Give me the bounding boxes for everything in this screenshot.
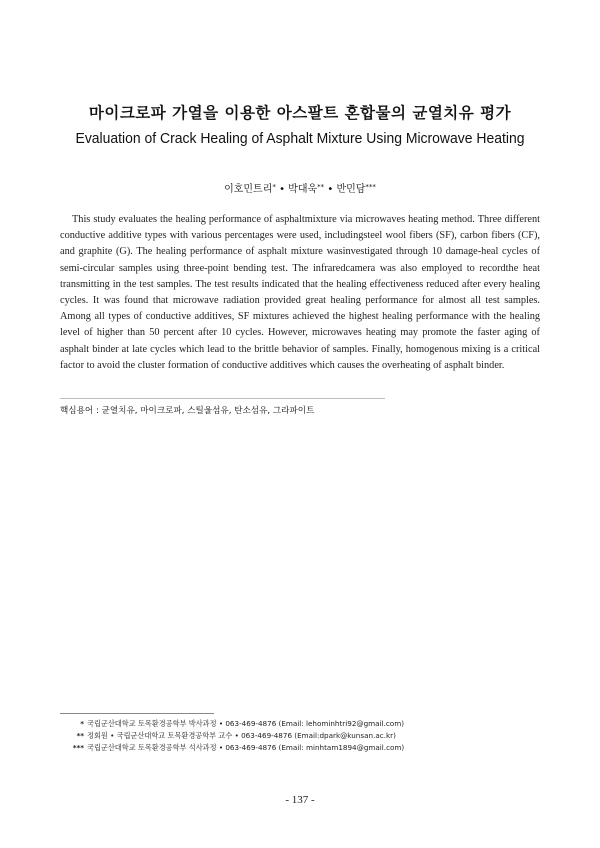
footnote-text: 국립군산대학교 토목환경공학부 석사과정 • 063-469-4876 (Email: minhtam1894@gmail.com) [87,743,405,753]
footnote-mark: * [80,719,84,728]
korean-title: 마이크로파 가열을 이용한 아스팔트 혼합물의 균열치유 평가 [88,104,512,122]
author-3-mark: *** [365,183,376,191]
author-2-mark: ** [317,183,325,191]
footnotes [60,718,404,755]
keywords-text: 균열치유, 마이크로파, 스틸울섬유, 탄소섬유, 그라파이트 [101,406,315,416]
author-3-name: 반민담 [336,184,366,195]
footnote-divider [60,713,214,714]
keywords-label: 핵심용어 : [60,406,99,416]
abstract-paragraph: This study evaluates the healing performance of asphaltmixture via microwaves heating method. Three different conductive additive types with various percentages were used, includingsteel wool fibers (SF), carbon fibers (CF), and graphite (G). The healing performance of asphalt mixture wasinvestigated through 10 damage-heal cycles of semi-circular samples using three-point bending test. The infraredcamera was also employed to recordthe heat transmitting in the test samples. The test results indicated that the healing effectiveness reduced after every healing cycles. It was found that microwave radiation provided great healing performance for almost all test samples. Among all types of conductive additives, SF mixtures achieved the highest healing performance with the healing level of higher than 50 percent after 10 cycles. However, microwaves heating may promote the faster aging of asphalt binder at late cycles which lead to the brittle behavior of samples. Finally, homogenous mixing is a critical factor to avoid the cluster formation of conductive additives which causes the overheating of asphalt binder. [60,214,540,371]
footnote-text: 정회원 • 국립군산대학교 토목환경공학부 교수 • 063-469-4876 (Email:dpark@kunsan.ac.kr) [87,731,396,741]
keyword-divider [60,398,385,399]
footnote-text: 국립군산대학교 토목환경공학부 박사과정 • 063-469-4876 (Email: lehominhtri92@gmail.com) [87,719,404,728]
footnote-item [60,730,404,742]
page-number: - 137 - [285,794,315,806]
author-separator: • [327,184,334,195]
author-1-name: 이호민트리 [224,184,273,195]
english-title: Evaluation of Crack Healing of Asphalt Mixture Using Microwave Heating [75,130,525,147]
author-list [0,180,600,195]
footnote-item [60,718,404,730]
author-2-name: 박대욱 [288,184,318,195]
keywords-line [60,404,314,416]
footnote-mark: ** [76,731,84,741]
author-1-mark: * [272,183,276,191]
footnote-item [60,742,404,754]
author-separator: • [279,184,285,195]
footnote-mark: *** [72,743,84,753]
